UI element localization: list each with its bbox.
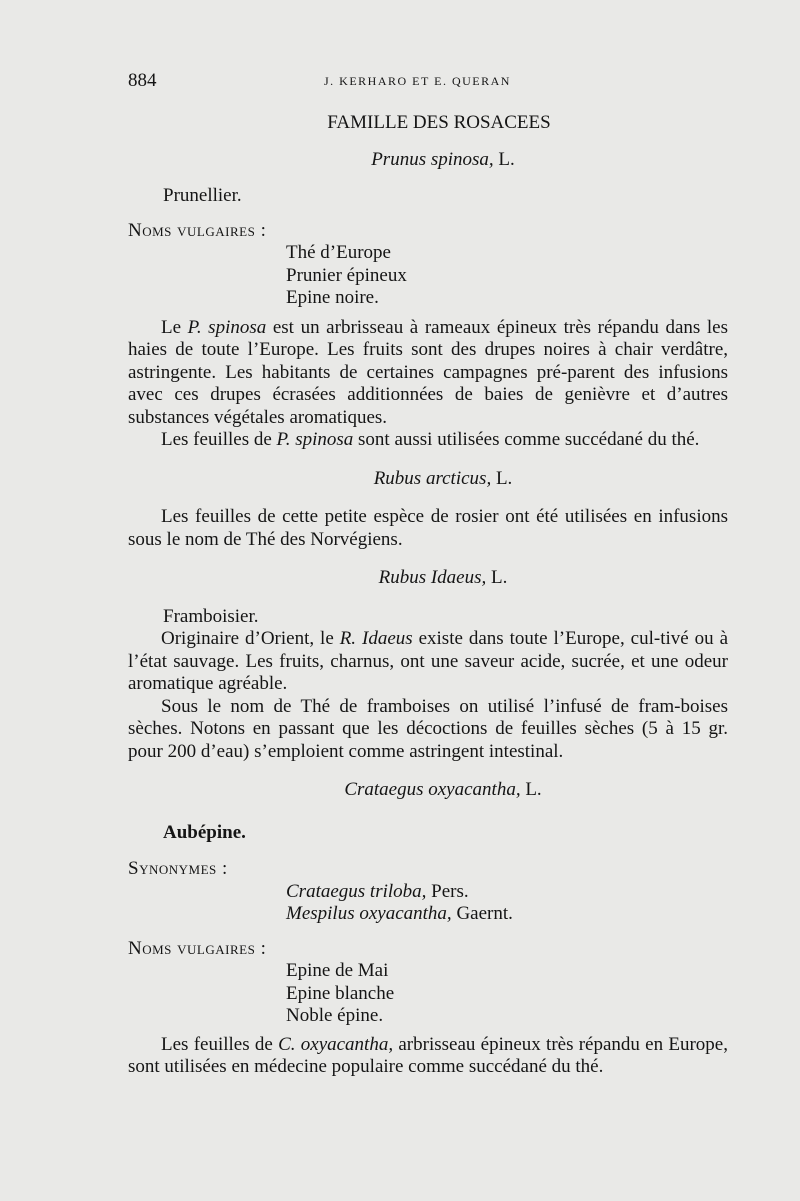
synonym: Crataegus triloba, Pers. <box>286 880 469 902</box>
species-author: L. <box>525 779 542 800</box>
species-name: Rubus Idaeus, <box>378 567 487 588</box>
family-title: FAMILLE DES ROSACEES <box>327 112 551 133</box>
common-name: Aubépine. <box>163 821 246 843</box>
paragraph: Les feuilles de C. oxyacantha, arbrisseau épineux très répandu en Europe, sont utilisées en médecine populaire comme succédané du thé. <box>128 1033 728 1077</box>
vulgar-names-label: Noms vulgaires : <box>128 937 267 959</box>
vulgar-name: Epine blanche <box>286 982 395 1004</box>
species-author: L. <box>495 467 513 489</box>
page-body <box>128 112 728 1079</box>
synonyms-list <box>286 881 728 926</box>
paragraph: Les feuilles de P. spinosa sont aussi utilisées comme succédané du thé. <box>161 429 700 450</box>
vulgar-name: Epine de Mai <box>286 960 389 981</box>
species-author: L. <box>498 148 515 170</box>
running-head: J. KERHARO ET E. QUERAN <box>324 74 511 88</box>
vulgar-name: Epine noire. <box>286 287 379 308</box>
paragraph: Sous le nom de Thé de framboises on utilisé l’infusé de fram-boises sèches. Notons en passant que les décoctions de feuilles sèches (5 à 15 gr. pour 200 d’eau) s’emploient comme astringent intestinal. <box>128 695 728 762</box>
species-heading-rubus-idaeus <box>158 567 728 590</box>
page-header <box>0 70 800 94</box>
page-number: 884 <box>128 70 157 91</box>
species-author: L. <box>491 567 508 588</box>
synonyms-label: Synonymes : <box>128 858 228 879</box>
paragraph: Les feuilles de cette petite espèce de rosier ont été utilisées en infusions sous le nom de Thé des Norvégiens. <box>128 506 728 550</box>
common-name: Prunellier. <box>163 185 242 206</box>
species-heading-prunus <box>158 149 728 172</box>
vulgar-name: Noble épine. <box>286 1005 384 1026</box>
species-name: Prunus spinosa, <box>371 148 494 170</box>
vulgar-names-list <box>286 960 728 1028</box>
common-name: Framboisier. <box>163 605 259 627</box>
species-name: Crataegus oxyacantha, <box>344 779 521 800</box>
vulgar-names-label: Noms vulgaires : <box>128 219 267 241</box>
species-name: Rubus arcticus, <box>373 467 492 489</box>
vulgar-name: Thé d’Europe <box>286 242 391 263</box>
vulgar-names-list <box>286 242 728 310</box>
synonym: Mespilus oxyacantha, Gaernt. <box>286 903 513 924</box>
species-heading-crataegus <box>158 779 728 802</box>
paragraph: Originaire d’Orient, le R. Idaeus existe dans toute l’Europe, cul-tivé ou à l’état sauvage. Les fruits, charnus, ont une saveur acide, sucrée, et une odeur aromatique agréable. <box>128 628 728 694</box>
vulgar-name: Prunier épineux <box>286 264 407 286</box>
paragraph: Le P. spinosa est un arbrisseau à rameaux épineux très répandu dans les haies de toute l’Europe. Les fruits sont des drupes noires à chair verdâtre, astringente. Les habitants de certaines campagnes pré-parent des infusions avec ces drupes écrasées additionnées de baies de genièvre et d’autres substances végétales aromatiques. <box>128 316 729 428</box>
species-heading-rubus-arcticus <box>158 468 728 491</box>
